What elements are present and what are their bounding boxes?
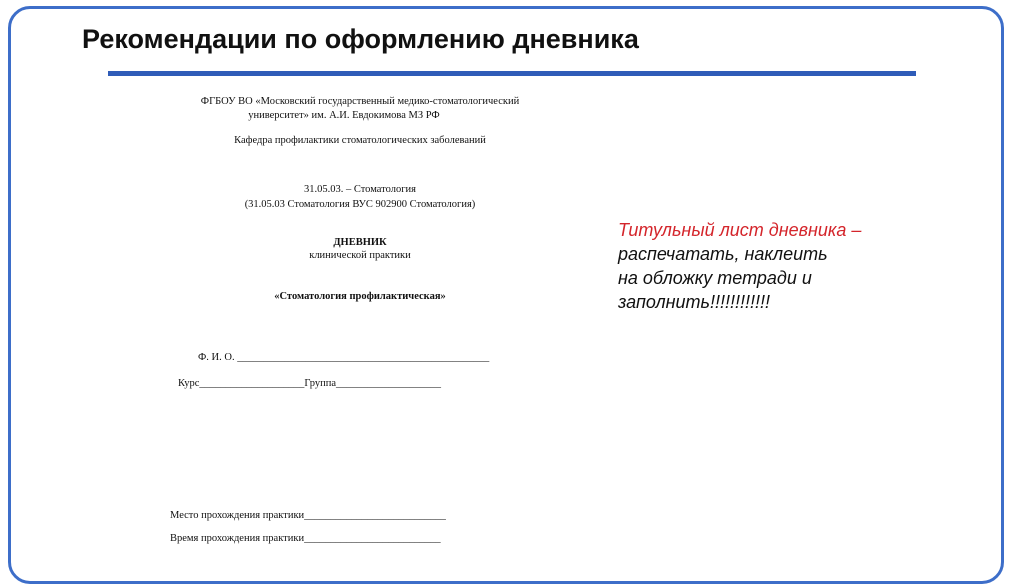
specialty-line-2: (31.05.03 Стоматология ВУС 902900 Стоматология) bbox=[244, 199, 476, 210]
title-underline bbox=[108, 71, 916, 76]
institution-line-1: ФГБОУ ВО «Московский государственный медико-стоматологический bbox=[200, 96, 520, 107]
note-line-2: распечатать, наклеить bbox=[618, 244, 828, 264]
diary-subheading: клинической практики bbox=[309, 250, 411, 261]
institution-line-2: университет» им. А.И. Евдокимова МЗ РФ bbox=[248, 110, 440, 121]
specialty-line-1: 31.05.03. – Стоматология bbox=[303, 184, 416, 195]
note-line-1: Титульный лист дневника – bbox=[618, 220, 862, 240]
note-line-4: заполнить!!!!!!!!!!!! bbox=[618, 292, 771, 312]
note-line-3: на обложку тетради и bbox=[618, 268, 812, 288]
diary-heading: ДНЕВНИК bbox=[333, 237, 387, 248]
instruction-note bbox=[618, 218, 918, 314]
fio-field: Ф. И. О. ________________________________________________ bbox=[198, 352, 490, 363]
course-group-field: Курс____________________Группа____________________ bbox=[178, 378, 442, 389]
practice-place-field: Место прохождения практики___________________________ bbox=[170, 510, 446, 521]
slide-title: Рекомендации по оформлению дневника bbox=[82, 24, 639, 54]
course-title: «Стоматология профилактическая» bbox=[274, 291, 446, 302]
department-line: Кафедра профилактики стоматологических заболеваний bbox=[234, 135, 486, 146]
practice-time-field: Время прохождения практики__________________________ bbox=[170, 533, 441, 544]
diary-title-page bbox=[100, 90, 620, 570]
